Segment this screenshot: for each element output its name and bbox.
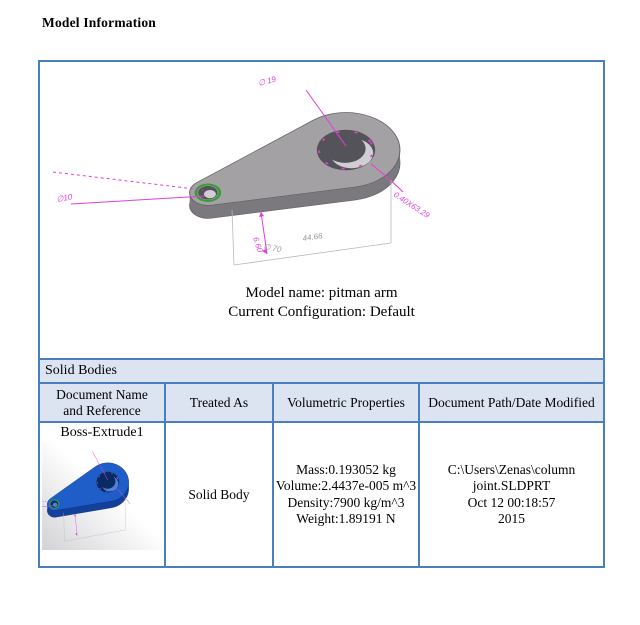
dim-label-large-hole: ∅ 19	[257, 74, 277, 88]
column-header-document-name: Document Name and Reference	[40, 384, 166, 421]
column-header-volumetric-properties: Volumetric Properties	[274, 384, 420, 421]
table-header-row	[40, 384, 603, 423]
mass-value: Mass:0.193052 kg	[296, 461, 396, 477]
column-header-document-path: Document Path/Date Modified	[420, 384, 603, 421]
model-caption	[40, 284, 603, 321]
dim-label-bolt-circle: ∅ 70	[262, 242, 283, 255]
model-report-table	[38, 60, 605, 568]
treated-as-value: Solid Body	[188, 486, 250, 502]
table-row	[40, 423, 603, 566]
dim-label-small-hole: ∅10	[55, 192, 73, 204]
page-title: Model Information	[42, 15, 157, 30]
date-modified-value: Oct 12 00:18:57 2015	[467, 494, 556, 526]
document-path-cell	[420, 423, 603, 566]
model-preview-cell	[40, 62, 603, 360]
document-path-value: C:\Users\Zenas\column joint.SLDPRT	[447, 461, 576, 494]
model-name-line: Model name: pitman arm	[245, 285, 398, 301]
dim-label-edge: 0.40X63.29	[391, 190, 432, 220]
density-value: Density:7900 kg/m^3	[287, 494, 405, 510]
feature-name: Boss-Extrude1	[60, 425, 144, 440]
volumetric-properties-cell	[274, 423, 420, 566]
dim-label-length: 44.66	[302, 231, 324, 243]
solid-body-thumbnail	[42, 442, 162, 550]
weight-value: Weight:1.89191 N	[296, 510, 396, 526]
dim-label-thickness: 6.60	[251, 235, 265, 254]
treated-as-cell	[166, 423, 274, 566]
document-name-cell	[40, 423, 166, 566]
model-preview-image	[40, 62, 602, 282]
column-header-treated-as: Treated As	[166, 384, 274, 421]
solid-bodies-section-header: Solid Bodies	[40, 360, 603, 384]
configuration-line: Current Configuration: Default	[228, 303, 415, 320]
volumetric-properties-list	[276, 462, 416, 528]
volume-value: Volume:2.4437e-005 m^3	[275, 478, 417, 494]
